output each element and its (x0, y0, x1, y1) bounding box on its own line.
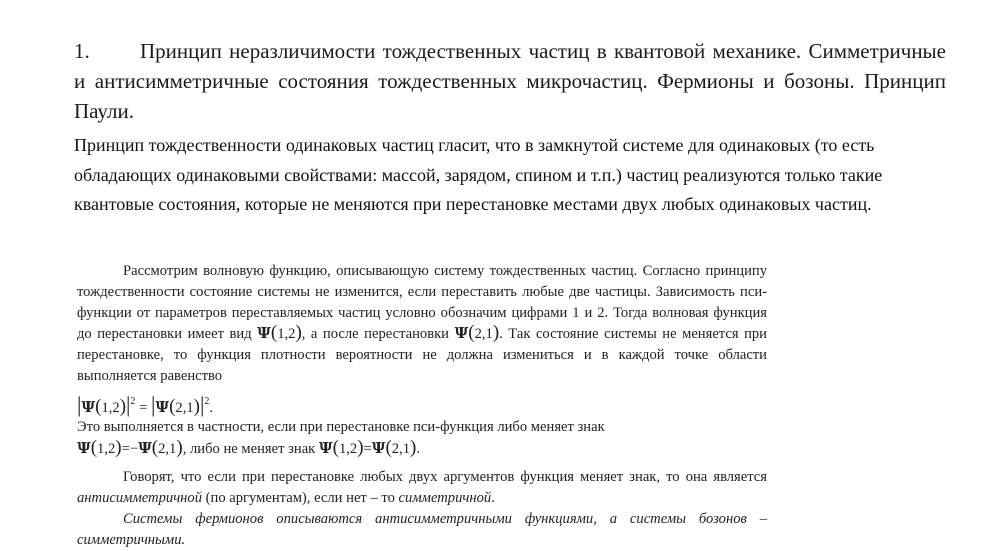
scan-text: , а после перестановки (301, 326, 449, 343)
scan-text: , либо не меняет знак (182, 440, 316, 457)
section-heading (74, 36, 946, 126)
scan-text: Говорят, что если при перестановке любых двух аргументов функция меняет знак, то она является (123, 469, 767, 486)
formula-psi-12: Ψ(1,2) (257, 322, 302, 344)
scan-paragraph-4: Системы фермионов описываются антисимметричными функциями, а системы бозонов – симметричными. (77, 510, 767, 548)
scan-paragraph-1 (77, 261, 767, 387)
section-title: Принцип неразличимости тождественных частиц в квантовой механике. Симметричные и антисимметричные состояния тождественных микрочастиц. Фермионы и бозоны. Принцип Паули. (74, 39, 946, 123)
intro-paragraph: Принцип тождественности одинаковых частиц гласит, что в замкнутой системе для одинаковых (то есть обладающих одинаковыми свойствами: массой, зарядом, спином и т.п.) частиц реализуются только такие квантовые состояния, которые не меняются при перестановке местами двух любых одинаковых частиц. (74, 135, 883, 214)
scan-paragraph-3: Говорят, что если при перестановке любых двух аргументов функция меняет знак, то она является антисимметричной (по аргументам), если нет – то симметричной. (77, 469, 767, 507)
scan-text: (по аргументам), если нет – то (205, 490, 395, 507)
scanned-excerpt (77, 261, 767, 551)
scan-paragraph-2: Это выполняется в частности, если при перестановке пси-функция либо меняет знак Ψ(1,2)=−Ψ(2,1), либо не меняет знак Ψ(1,2)=Ψ(2,1). (77, 418, 605, 458)
formula-antisymmetric: Ψ(1,2)=−Ψ(2,1) (77, 436, 183, 458)
term-antisymmetric: антисимметричной (77, 490, 202, 507)
formula-probability-density: $|\Psi(1,2)|^2 = |\Psi(2,1)|^2$. (77, 391, 214, 417)
scan-text: Рассмотрим волновую функцию, описывающую систему тождественных частиц. Согласно принципу тождественности состояние системы не изменится, если переставить любые две частицы. Зависимость пси-функции от параметров переставляемых частиц условно обозначим цифрами 1 и 2. Тогда волновая функция до перестановки имеет вид (77, 263, 767, 343)
scan-text: . Так состояние системы не меняется при перестановке, то функция плотности вероятности не должна измениться и в каждой точке области выполняется равенство (77, 326, 767, 384)
formula-psi-21: Ψ(2,1) (454, 322, 500, 344)
section-number: 1. (74, 39, 90, 63)
formula-symmetric: Ψ(1,2)=Ψ(2,1) (318, 436, 417, 458)
scan-text: Это выполняется в частности, если при перестановке пси-функция либо меняет знак (77, 418, 605, 435)
term-symmetric: симметричной (398, 490, 492, 507)
